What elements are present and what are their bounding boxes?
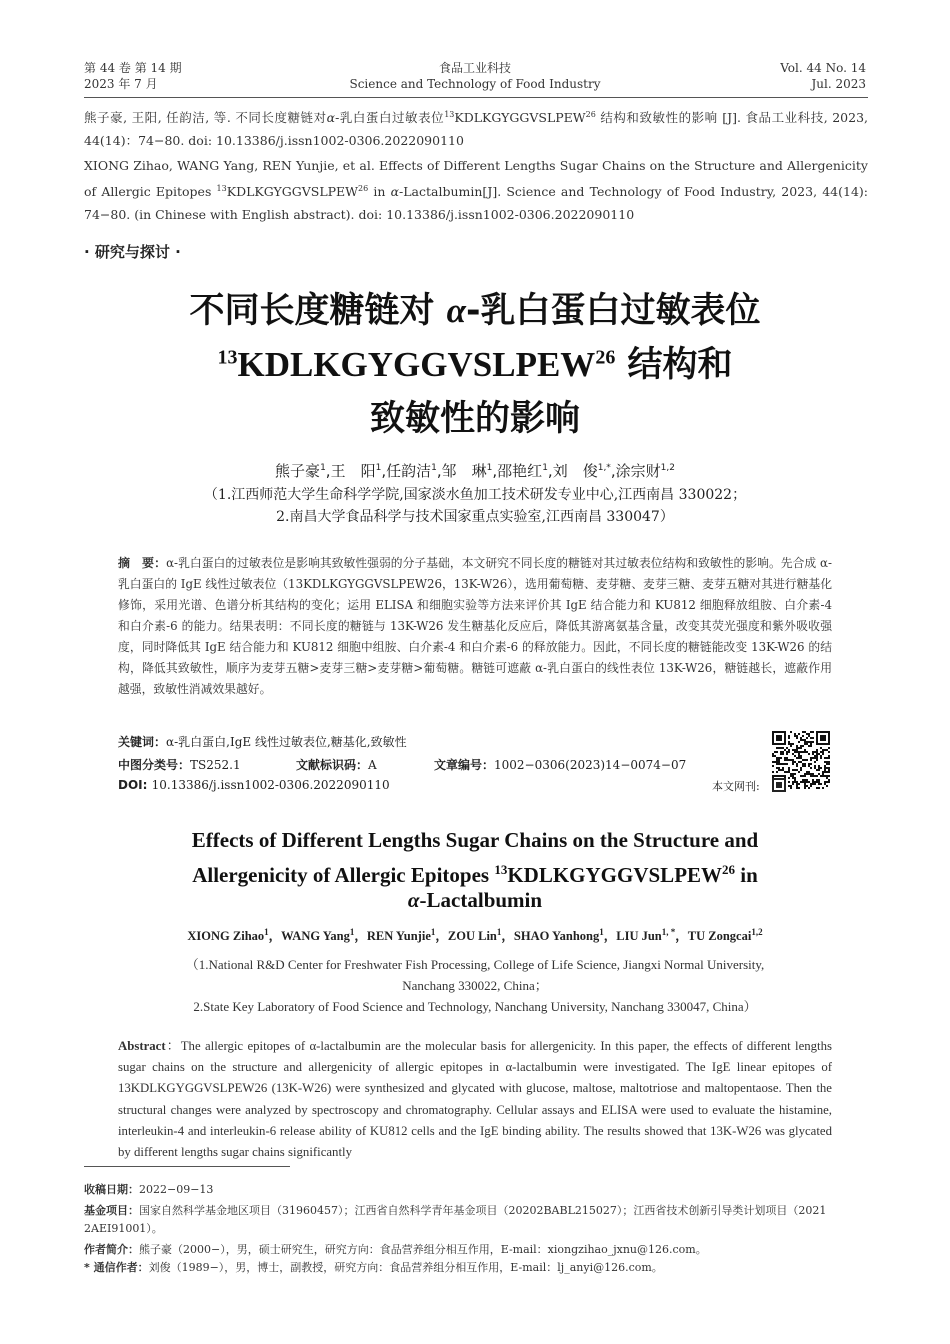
document-code: 文献标识码：A xyxy=(296,758,377,772)
author-affiliation-mark: 1 xyxy=(430,926,436,937)
header-volume-cn: 第 44 卷 第 14 期 2023 年 7 月 xyxy=(84,61,182,91)
author-name: 涂宗财 xyxy=(615,462,661,480)
author-name: LIU Jun xyxy=(616,929,662,943)
fund-info: 基金项目：国家自然科学基金地区项目（31960457）；江西省自然科学青年基金项目（20202BABL215027）；江西省技术创新引导类计划项目（2021 2AEI91001）。 xyxy=(84,1204,827,1235)
abstract-en: Abstract：The allergic epitopes of α-lactalbumin are the molecular basis for allergenicity. In this paper, the effects of different lengths sugar chains on the structure and allergenicity of allergic epitopes in α-lactalbumin were investigated. The IgE linear epitopes of 13KDLKGYGGVSLPEW26 (13K-W26) were synthesized and glycated with glucose, maltose, maltotriose and maltopentaose. Then the structural changes were analyzed by spectroscopy and chromatography. Cellular assays and ELISA were used to evaluate the histamine, interleukin-4 and interleukin-6 release ability of KU812 cells and the IgE binding ability. The results showed that 13K-W26 was glycated by different lengths sugar chains significantly xyxy=(118,1039,832,1160)
author-affiliation-mark: 1 xyxy=(496,926,502,937)
author-name: XIONG Zihao xyxy=(187,929,265,943)
corresponding-author: * 通信作者：刘俊（1989−），男，博士，副教授，研究方向：食品营养组分相互作用，E-mail：lj_anyi@126.com。 xyxy=(84,1261,663,1274)
section-label: · 研究与探讨 · xyxy=(84,243,181,261)
author-affiliation-mark: 1 xyxy=(431,463,437,473)
author-affiliation-mark: 1 xyxy=(599,926,604,937)
article-number: 文章编号：1002−0306(2023)14−0074−07 xyxy=(434,758,687,772)
author-name: WANG Yang xyxy=(281,929,350,943)
received-date: 收稿日期：2022−09−13 xyxy=(84,1183,214,1196)
author-affiliation-mark: 1 xyxy=(264,926,269,937)
author-affiliation-mark: 1 xyxy=(486,463,493,473)
affiliations-en: （1.National R&D Center for Freshwater Fish Processing, College of Life Science, Jiangxi Normal University, Nanchang 330022, China； 2.State Key Laboratory of Food Science and Technology, Nanchang University, Nanchang 330047, China） xyxy=(185,957,765,1014)
author-name: 王 阳 xyxy=(330,462,376,480)
small-qr-icon xyxy=(772,778,786,792)
author-affiliation-mark: 1 xyxy=(375,463,382,473)
title-cn-line2: $^{13}$KDLKGYGGVSLPEW$^{26}$ 结构和 xyxy=(217,345,733,385)
author-name: 熊子豪 xyxy=(275,462,321,480)
authors-cn: 熊子豪$^1$,王 阳$^1$,任韵洁$^1$,邹 琳$^1$,邵艳红$^1$,刘 俊$^{1,*}$,涂宗财$^{1,2}$ xyxy=(275,462,675,480)
author-name: 邵艳红 xyxy=(497,462,543,480)
author-bio: 作者简介：熊子豪（2000−），男，硕士研究生，研究方向：食品营养组分相互作用，E-mail：xiongzihao_jxnu@126.com。 xyxy=(84,1243,707,1256)
title-cn-line3: 致敏性的影响 xyxy=(369,399,580,439)
author-name: 任韵洁 xyxy=(386,462,432,480)
author-name: SHAO Yanhong xyxy=(513,929,600,943)
keywords: 关键词：α-乳白蛋白,IgE 线性过敏表位,糖基化,致敏性 xyxy=(118,735,407,749)
title-en-line3: α-Lactalbumin xyxy=(407,888,543,912)
web-label: 本文网刊: xyxy=(712,780,760,793)
author-affiliation-mark: 1 xyxy=(320,463,326,473)
doi: DOI: 10.13386/j.issn1002-0306.2022090110 xyxy=(118,778,390,792)
header-volume-en: Vol. 44 No. 14 Jul. 2023 xyxy=(780,61,866,91)
authors-en: XIONG Zihao$^1$，WANG Yang$^1$，REN Yunjie$^1$，ZOU Lin$^1$，SHAO Yanhong$^1$，LIU Jun$^{1, *}$，TU Zongcai$^{1,2}$ xyxy=(187,926,763,943)
header-rule xyxy=(84,97,868,98)
author-affiliation-mark: 1,* xyxy=(597,463,611,473)
header-journal: 食品工业科技 Science and Technology of Food Industry xyxy=(349,61,601,91)
author-affiliation-mark: 1,2 xyxy=(751,926,763,937)
author-name: 邹 琳 xyxy=(441,462,487,480)
citation-en: XIONG Zihao, WANG Yang, REN Yunjie, et al. Effects of Different Lengths Sugar Chains on the Structure and Allergenicity of Allergic Epitopes $^{13}$KDLKGYGGVSLPEW$^{26}$ in α-Lactalbumin[J]. Science and Technology of Food Industry, 2023, 44(14): 74−80. (in Chinese with English abstract). doi: 10.13386/j.issn1002-0306.2022090110 xyxy=(84,158,868,223)
footnotes xyxy=(84,1181,868,1277)
abstract-cn: 摘 要：α-乳白蛋白的过敏表位是影响其致敏性强弱的分子基础，本文研究不同长度的糖链对其过敏表位结构和致敏性的影响。先合成 α-乳白蛋白的 IgE 线性过敏表位（13KDLKGYGGVSLPEW26，13K-W26），选用葡萄糖、麦芽糖、麦芽三糖、麦芽五糖对其进行糖基化修饰，采用光谱、色谱分析其结构的变化；运用 ELISA 和细胞实验等方法来评价其 IgE 结合能力和 KU812 细胞释放组胺、白介素-4 和白介素-6 的能力。结果表明：不同长度的糖链与 13K-W26 发生糖基化反应后，降低其游离氨基含量，改变其荧光强度和紫外吸收强度，同时降低其 IgE 结合能力和 KU812 细胞中组胺、白介素-4 和白介素-6 的释放能力。因此，不同长度的糖链能改变 13K-W26 的结构，降低其致敏性，顺序为麦芽五糖>麦芽三糖>麦芽糖>葡萄糖。糖链可遮蔽 α-乳白蛋白的线性表位 13K-W26，糖链越长，遮蔽作用越强，致敏性消减效果越好。 xyxy=(118,556,832,696)
affiliations-cn: （1.江西师范大学生命科学学院,国家淡水鱼加工技术研发专业中心,江西南昌 330022； 2.南昌大学食品科学与技术国家重点实验室,江西南昌 330047） xyxy=(203,487,747,525)
author-affiliation-mark: 1 xyxy=(542,463,548,473)
author-name: TU Zongcai xyxy=(687,929,752,943)
author-affiliation-mark: 1, * xyxy=(661,926,676,937)
title-en-line1: Effects of Different Lengths Sugar Chains on the Structure and xyxy=(191,828,759,852)
author-name: REN Yunjie xyxy=(366,929,431,943)
title-en-line2: Allergenicity of Allergic Epitopes $^{13}$KDLKGYGGVSLPEW$^{26}$ in xyxy=(192,862,758,887)
author-affiliation-mark: 1 xyxy=(349,926,355,937)
author-affiliation-mark: 1,2 xyxy=(660,463,675,473)
title-cn-line1: 不同长度糖链对 α-乳白蛋白过敏表位 xyxy=(189,291,761,331)
author-name: ZOU Lin xyxy=(447,929,497,943)
footnote-rule xyxy=(84,1166,290,1167)
author-name: 刘 俊 xyxy=(552,462,598,480)
citation-cn: 熊子豪, 王阳, 任韵洁, 等. 不同长度糖链对α-乳白蛋白过敏表位$^{13}$KDLKGYGGVSLPEW$^{26}$ 结构和致敏性的影响 [J]. 食品工业科技, 2023, 44(14)：74−80. doi: 10.13386/j.issn1002-0306.2022090110 xyxy=(84,110,869,149)
clc-number: 中图分类号：TS252.1 xyxy=(118,758,241,772)
